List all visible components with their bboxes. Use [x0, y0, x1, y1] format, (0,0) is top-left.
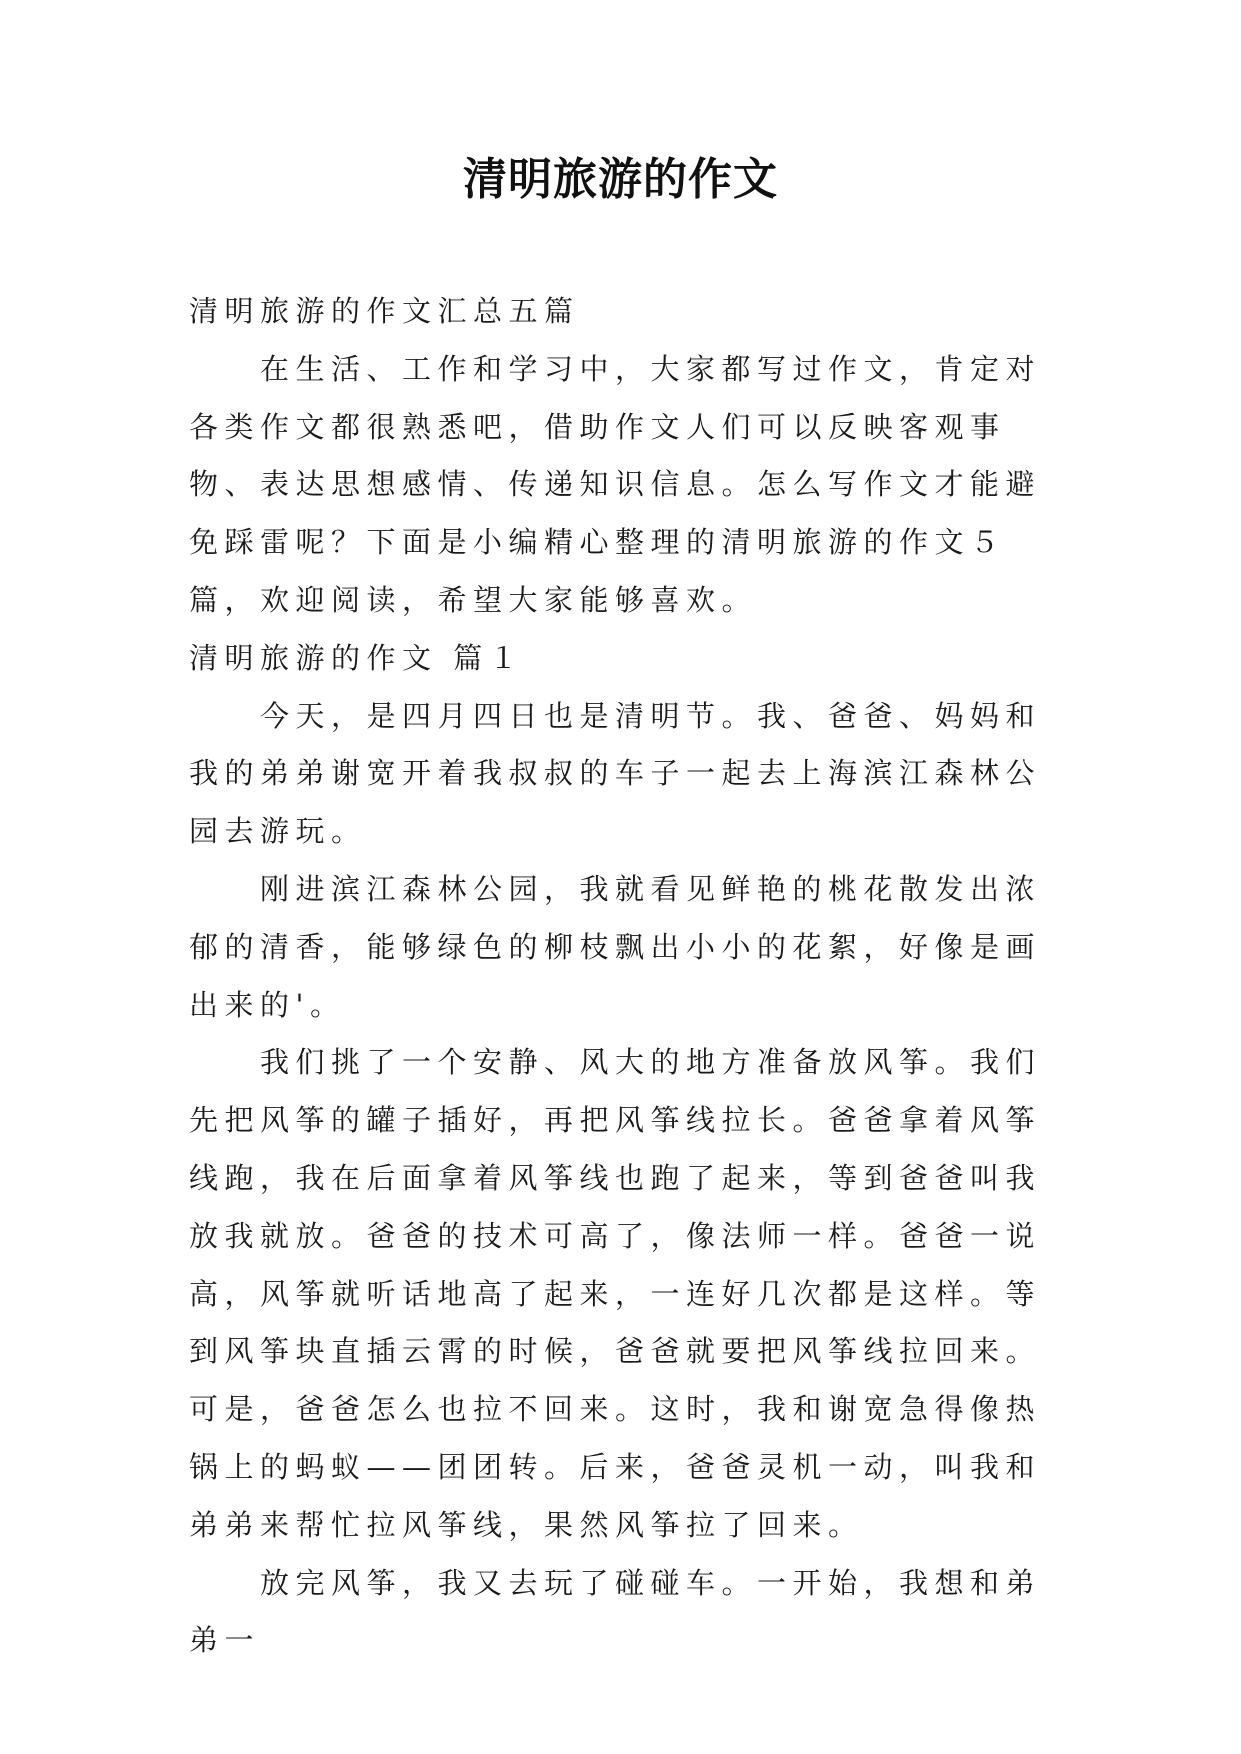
document-body [189, 283, 1064, 1670]
body-paragraph: 刚进滨江森林公园，我就看见鲜艳的桃花散发出浓郁的清香，能够绿色的柳枝飘出小小的花絮，好像是画出来的'。 [189, 871, 1042, 1022]
body-paragraph: 放完风筝，我又去玩了碰碰车。一开始，我想和弟弟一 [189, 1565, 1042, 1658]
body-paragraph: 今天，是四月四日也是清明节。我、爸爸、妈妈和我的弟弟谢宽开着我叔叔的车子一起去上海滨江森林公园去游玩。 [189, 698, 1042, 849]
body-paragraph: 我们挑了一个安静、风大的地方准备放风筝。我们先把风筝的罐子插好，再把风筝线拉长。爸爸拿着风筝线跑，我在后面拿着风筝线也跑了起来，等到爸爸叫我放我就放。爸爸的技术可高了，像法师一样。爸爸一说高，风筝就听话地高了起来，一连好几次都是这样。等到风筝块直插云霄的时候，爸爸就要把风筝线拉回来。可是，爸爸怎么也拉不回来。这时，我和谢宽急得像热锅上的蚂蚁——团团转。后来，爸爸灵机一动，叫我和弟弟来帮忙拉风筝线，果然风筝拉了回来。 [189, 1045, 1042, 1542]
document-title: 清明旅游的作文 [463, 154, 778, 205]
essay-1-heading: 清明旅游的作文 篇１ [189, 640, 525, 675]
intro-paragraph: 在生活、工作和学习中，大家都写过作文，肯定对各类作文都很熟悉吧，借助作文人们可以反映客观事物、表达思想感情、传递知识信息。怎么写作文才能避免踩雷呢？下面是小编精心整理的清明旅游的作文５篇，欢迎阅读，希望大家能够喜欢。 [189, 351, 1042, 617]
collection-heading: 清明旅游的作文汇总五篇 [189, 294, 580, 328]
